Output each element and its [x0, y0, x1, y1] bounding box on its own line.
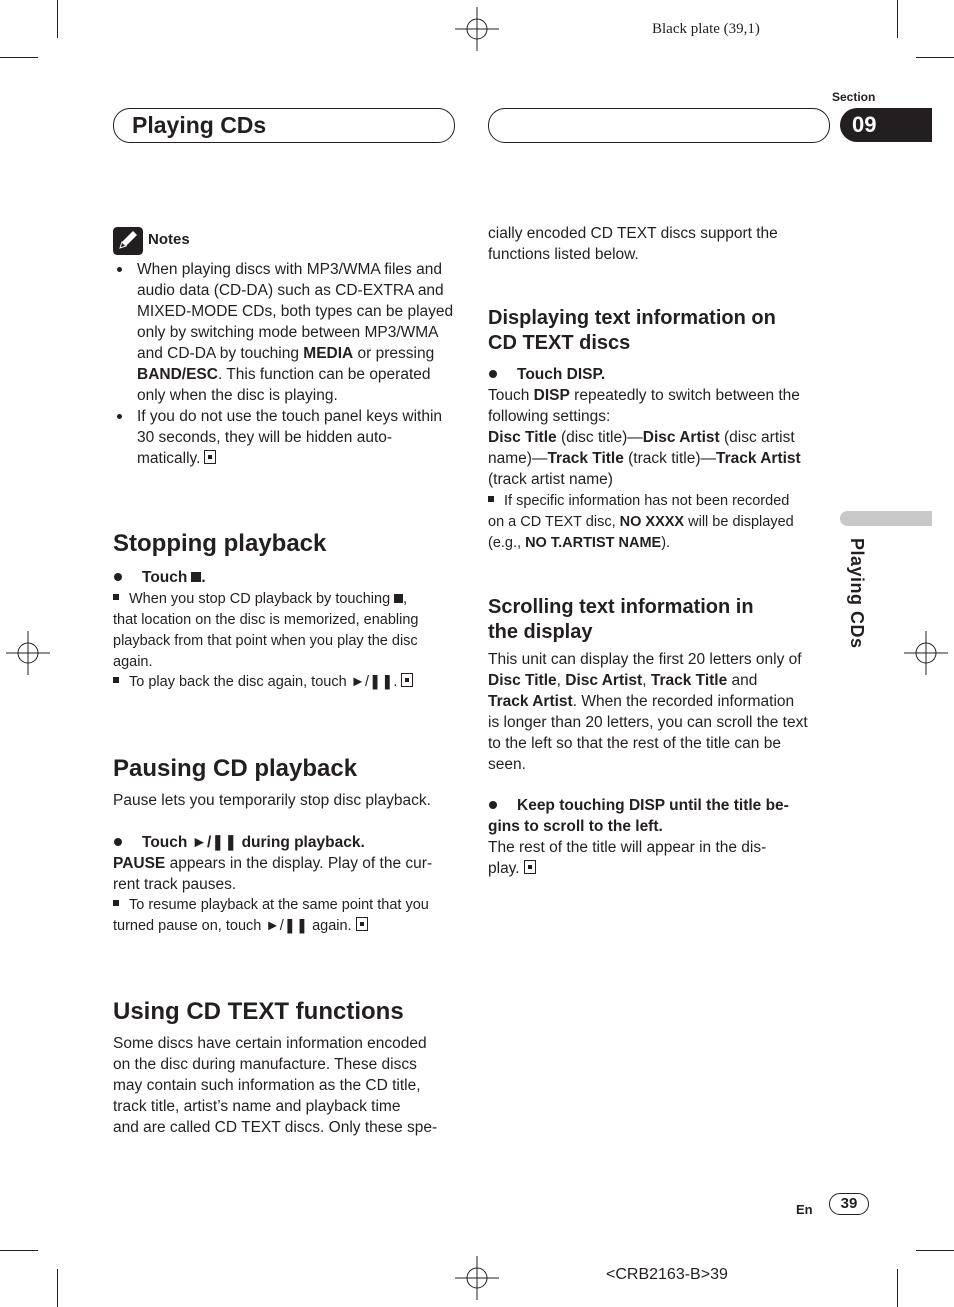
crop-mark [0, 57, 38, 58]
pausing-note: To resume playback at the same point that you turned pause on, touch ►/❚❚ again. [113, 897, 429, 934]
side-tab-bar [840, 511, 932, 526]
header-pill-left [113, 108, 455, 143]
heading-pausing-playback: Pausing CD playback [113, 755, 358, 782]
end-mark-icon [356, 917, 368, 931]
document-code: <CRB2163-B>39 [606, 1266, 728, 1283]
crop-mark [57, 0, 58, 38]
language-label: En [796, 1202, 813, 1217]
end-mark-icon [524, 860, 536, 874]
displaying-note: If specific information has not been recorded on a CD TEXT disc, NO XXXX will be displayed (e.g., NO T.ARTIST NAME). [488, 493, 794, 551]
registration-mark-icon [6, 631, 50, 675]
step-touch-stop: Touch . [142, 569, 206, 586]
step-bullet [114, 573, 122, 581]
pausing-result: PAUSE appears in the display. Play of the cur- rent track pauses. [113, 855, 433, 893]
step-bullet [489, 370, 497, 378]
note-square-icon [113, 677, 119, 683]
cdtext-body-continued: cially encoded CD TEXT discs support the functions listed below. [488, 225, 778, 263]
registration-mark-icon [904, 631, 948, 675]
registration-mark-icon [455, 1256, 499, 1300]
page-title: Playing CDs [132, 112, 267, 138]
displaying-body: Touch DISP repeatedly to switch between the following settings: Disc Title (disc title)—Disc Artist (disc artist name)—Track Title (track title)—Track Artist (track artist name) [488, 387, 801, 488]
side-tab-label: Playing CDs [847, 538, 867, 649]
stop-icon [191, 572, 201, 582]
cdtext-body: Some discs have certain information encoded on the disc during manufacture. These discs may contain such information as the CD title, track title, artist’s name and playback time and are called CD TEXT discs. Only these spe- [113, 1035, 438, 1136]
section-label: Section [832, 90, 876, 104]
notes-heading: Notes [148, 231, 190, 248]
section-number: 09 [840, 108, 932, 142]
list-bullet [117, 267, 122, 272]
list-bullet [117, 414, 122, 419]
crop-mark [0, 1250, 38, 1251]
scrolling-result: The rest of the title will appear in the dis- play. [488, 839, 767, 877]
header-pill-right [488, 108, 830, 143]
stop-icon [394, 594, 403, 603]
note-item-2: If you do not use the touch panel keys within 30 seconds, they will be hidden auto- matically. [137, 408, 443, 467]
crop-mark [916, 57, 954, 58]
step-bullet [114, 838, 122, 846]
scrolling-body: This unit can display the first 20 letters only of Disc Title, Disc Artist, Track Title and Track Artist. When the recorded information is longer than 20 letters, you can scroll the text to the left so that the rest of the title can be seen. [488, 651, 808, 773]
note-item-1: When playing discs with MP3/WMA files and audio data (CD-DA) such as CD-EXTRA and MIXED-MODE CDs, both types can be played only by switching mode between MP3/WMA and CD-DA by touching MEDIA or pressing BAND/ESC. This function can be operated only when the disc is playing. [137, 261, 454, 404]
note-square-icon [113, 594, 119, 600]
stopping-note-2: To play back the disc again, touch ►/❚❚. [113, 672, 458, 693]
end-mark-icon [204, 450, 216, 464]
heading-cd-text-functions: Using CD TEXT functions [113, 998, 404, 1025]
pausing-intro: Pause lets you temporarily stop disc playback. [113, 792, 431, 809]
registration-mark-icon [455, 7, 499, 51]
heading-stopping-playback: Stopping playback [113, 530, 327, 557]
note-square-icon [488, 496, 494, 502]
crop-mark [57, 1269, 58, 1307]
page-number: 39 [829, 1193, 869, 1215]
crop-mark [916, 1250, 954, 1251]
crop-mark [897, 0, 898, 38]
step-keep-touching-disp: Keep touching DISP until the title be- gins to scroll to the left. [488, 797, 789, 835]
note-square-icon [113, 900, 119, 906]
step-touch-pause: Touch ►/❚❚ during playback. [142, 834, 365, 851]
step-touch-disp: Touch DISP. [517, 366, 606, 383]
note-pencil-icon [113, 227, 143, 255]
heading-displaying-text: Displaying text information on CD TEXT discs [488, 307, 776, 354]
stopping-note-1: When you stop CD playback by touching , that location on the disc is memorized, enabling playback from that point when you play the disc again. [113, 591, 419, 670]
crop-mark [897, 1269, 898, 1307]
heading-scrolling-text: Scrolling text information in the display [488, 596, 754, 643]
plate-label: Black plate (39,1) [652, 21, 760, 37]
end-mark-icon [401, 673, 413, 687]
